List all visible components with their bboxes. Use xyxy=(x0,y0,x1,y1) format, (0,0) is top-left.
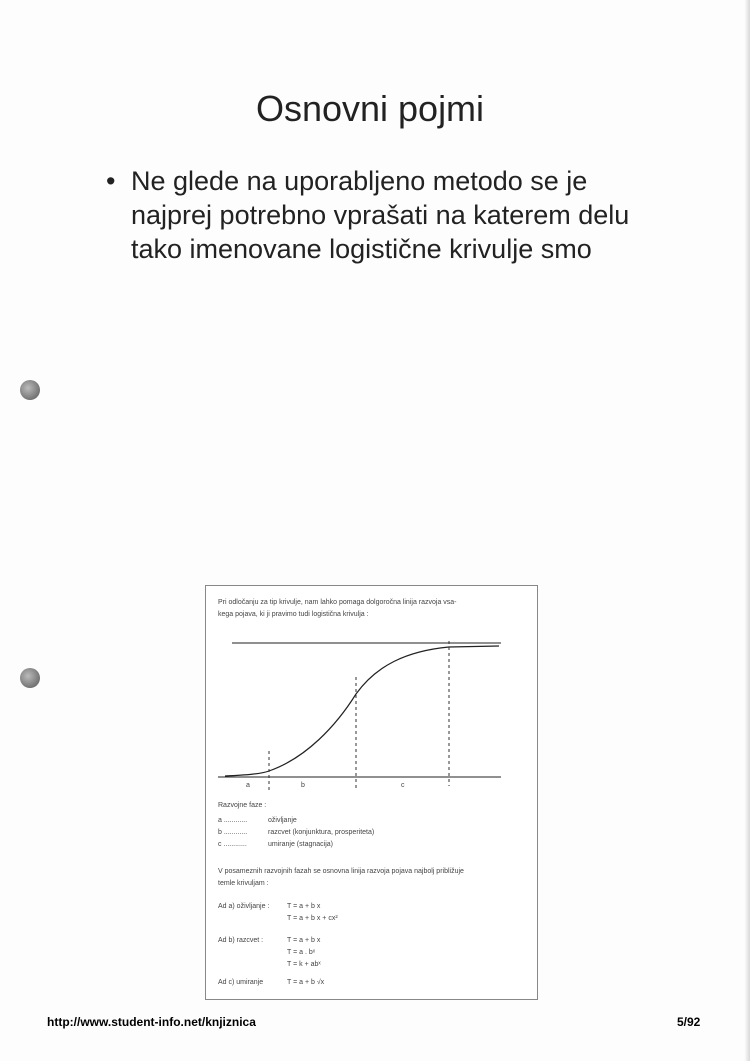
phase-row xyxy=(218,840,333,850)
phase-label: razcvet (konjunktura, prosperiteta) xyxy=(268,829,375,836)
formula: T = k + abˣ xyxy=(287,961,321,968)
note-line: temle krivuljam : xyxy=(218,880,269,887)
logistic-curve-diagram xyxy=(206,586,537,801)
bullet-item xyxy=(106,164,666,266)
logistic-curve xyxy=(225,646,499,776)
formula-label: Ad b) razcvet : xyxy=(218,937,264,944)
phase-key: b ............ xyxy=(218,829,248,836)
bullet-text: Ne glede na uporabljeno metodo se je najprej potrebno vprašati na katerem delu tako imenovane logistične krivulje smo xyxy=(131,166,630,264)
phase-row xyxy=(218,816,297,826)
punch-hole xyxy=(20,668,40,688)
formula-label: Ad a) oživljanje : xyxy=(218,903,270,910)
bullet-icon: • xyxy=(106,166,116,196)
phases-heading: Razvojne faze : xyxy=(218,802,267,809)
phase-key: a ............ xyxy=(218,817,248,824)
formula: T = a + b x xyxy=(287,937,321,944)
page-title: Osnovni pojmi xyxy=(255,88,485,129)
formula: T = a + b √x xyxy=(287,979,325,986)
phase-label: umiranje (stagnacija) xyxy=(268,841,333,848)
punch-hole xyxy=(20,380,40,400)
phase-row xyxy=(218,828,374,838)
axis-label-a: a xyxy=(246,782,250,789)
formula: T = a . bˣ xyxy=(287,949,316,956)
formula: T = a + b x xyxy=(287,903,321,910)
page-edge xyxy=(744,0,750,1061)
page-number: 5/92 xyxy=(677,1015,701,1029)
axis-label-b: b xyxy=(301,782,305,789)
note-line: V posameznih razvojnih fazah se osnovna linija razvoja pojava najbolj približuje xyxy=(218,868,464,875)
axis-label-c: c xyxy=(401,782,405,789)
phase-label: oživljanje xyxy=(268,817,297,824)
logistic-curve-figure xyxy=(205,585,538,1000)
phase-key: c ............ xyxy=(218,841,247,848)
formula-label: Ad c) umiranje xyxy=(218,979,264,986)
intro-line: kega pojava, ki ji pravimo tudi logistična krivulja : xyxy=(218,611,369,618)
footer-url: http://www.student-info.net/knjiznica xyxy=(47,1015,256,1029)
formula: T = a + b x + cx² xyxy=(287,915,338,922)
intro-line: Pri odločanju za tip krivulje, nam lahko pomaga dolgoročna linija razvoja vsa- xyxy=(218,599,457,606)
